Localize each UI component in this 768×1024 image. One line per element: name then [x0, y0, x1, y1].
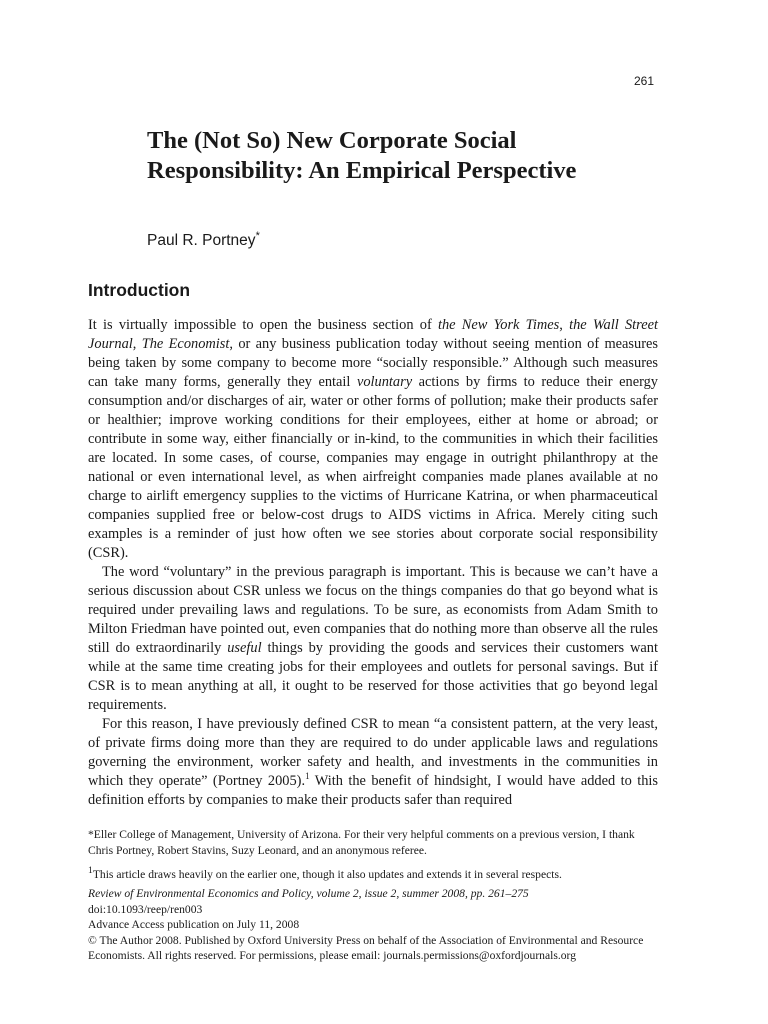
p1-text-i: actions by firms to reduce their energy consumption and/or discharges of air, water or other forms of pollution; make their products safer or healthier; improve working conditions for their employees, either at home or abroad; or contribute in some way, either financially or in-kind, to the communities in which their facilities are located. In some cases, of course, companies may engage in outright philanthropy at the national or even international level, as when airfreight companies made planes available at no charge to airlift emergency supplies to the victims of Hurricane Katrina, or when pharmaceutical companies supplied free or below-cost drugs to AIDS victims in Africa. Merely citing such examples is a reminder of just how often we see stories about corporate social responsibility (CSR).	[88, 374, 658, 561]
p1-italic-economist: The Economist	[141, 336, 230, 352]
section-heading: Introduction	[88, 280, 191, 300]
author-name: Paul R. Portney	[147, 232, 256, 250]
p1-italic-wsj: the Wall Street Journal	[88, 317, 658, 352]
body-text	[88, 316, 658, 810]
paragraph-1	[88, 316, 658, 563]
p1-text-e: ,	[132, 336, 142, 352]
author-line	[147, 230, 260, 250]
p3-text-a: For this reason, I have previously defined CSR to mean “a consistent pattern, at the very least, of private firms doing more than they are required to do under applicable laws and regulations governing the environment, worker safety and health, and investments in the communities in which they operate” (Portney 2005).	[88, 716, 658, 789]
p1-text-g: , or any business publication today without seeing mention of measures being taken by some company to become more “socially responsible.” Although such measures can take many forms, generally they entail	[88, 336, 658, 390]
paragraph-2	[88, 563, 658, 715]
author-footnote-marker: *	[255, 230, 260, 242]
journal-citation-text: Review of Environmental Economics and Policy, volume 2, issue 2, summer 2008, pp. 261–275	[88, 887, 529, 901]
p1-italic-nyt: the New York Times	[437, 317, 560, 333]
journal-citation	[88, 886, 658, 902]
p2-text-c: things by providing the goods and services their customers want while at the same time creating jobs for their employees and outlets for personal savings. But if CSR is to mean anything at all, it ought to be reserved for those activities that go beyond legal requirements.	[88, 640, 658, 713]
affiliation-footnote: *Eller College of Management, University of Arizona. For their very helpful comments on a previous version, I thank Chris Portney, Robert Stavins, Suzy Leonard, and an anonymous referee.	[88, 828, 635, 857]
footnote-1-text: This article draws heavily on the earlier one, though it also updates and extends it in several respects.	[92, 867, 562, 881]
p1-text-a: It is virtually impossible to open the business section of	[88, 317, 438, 333]
p2-italic-useful: useful	[227, 640, 262, 656]
p1-italic-voluntary: voluntary	[356, 374, 413, 390]
page-number: 261	[633, 74, 654, 88]
article-title: The (Not So) New Corporate Social Responsibility: An Empirical Perspective	[147, 127, 577, 184]
p2-text-a: The word “voluntary” in the previous paragraph is important. This is because we can’t have a serious discussion about CSR unless we focus on the things companies do that go beyond what is required under prevailing laws and regulations. To be sure, as economists from Adam Smith to Milton Friedman have pointed out, even companies that do nothing more than observe all the rules still do extraordinarily	[88, 564, 658, 656]
footnote-1	[88, 863, 658, 882]
copyright-line: © The Author 2008. Published by Oxford University Press on behalf of the Association of Environmental and Resource Economists. All rights reserved. For permissions, please email: journals.permissions@oxfordjournals.org	[88, 933, 644, 963]
footnote-1-marker: 1	[88, 865, 93, 876]
p1-text-c: ,	[559, 317, 570, 333]
footnotes	[88, 827, 658, 964]
advance-access-line: Advance Access publication on July 11, 2008	[88, 918, 300, 932]
paragraph-3	[88, 715, 658, 810]
footnote-ref-1: 1	[305, 771, 310, 782]
doi-line: doi:10.1093/reep/ren003	[88, 902, 203, 916]
p3-text-b: With the benefit of hindsight, I would have added to this definition efforts by companies to make their products safer than required	[88, 773, 659, 808]
